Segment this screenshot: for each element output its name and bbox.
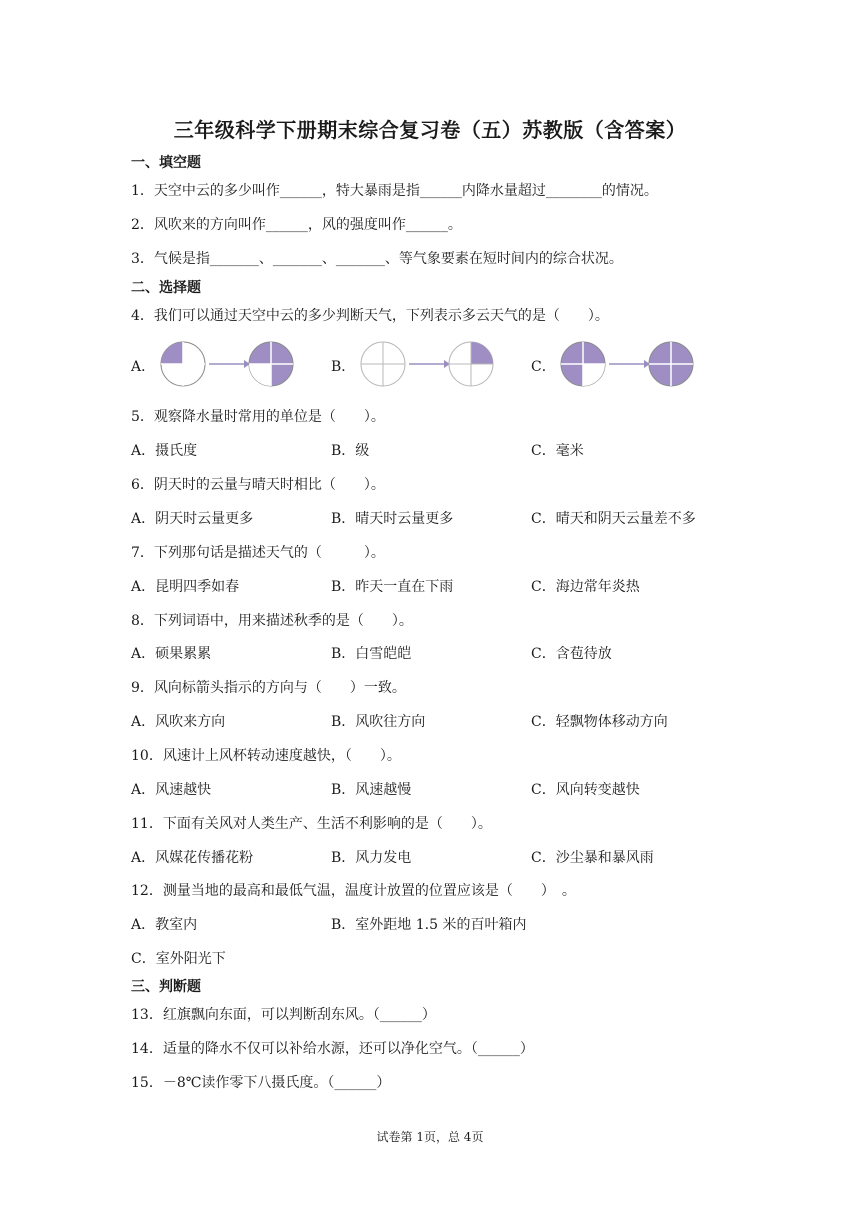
question-1: 1．天空中云的多少叫作______，特大暴雨是指______内降水量超过________的情况。 [131, 183, 658, 199]
question-8: 8．下列词语中，用来描述秋季的是（ ）。 [131, 613, 413, 629]
option-a-cloud-diagram [160, 340, 295, 388]
question-13: 13．红旗飘向东面，可以判断刮东风。（______） [131, 1007, 436, 1023]
question-3: 3．气候是指_______、_______、_______、等气象要素在短时间内的综合状况。 [131, 251, 623, 267]
question-15: 15．－8℃读作零下八摄氏度。（______） [131, 1075, 391, 1091]
section-choice: 二、选择题 [131, 280, 201, 296]
q11-option-c: C．沙尘暴和暴风雨 [531, 850, 654, 866]
q11-option-b: B．风力发电 [331, 850, 412, 866]
q10-option-b: B．风速越慢 [331, 782, 412, 798]
q8-option-b: B．白雪皑皑 [331, 646, 412, 662]
q12-option-b: B．室外距地 1.5 米的百叶箱内 [331, 917, 527, 933]
option-b-label: B． [331, 359, 356, 375]
section-fill-in: 一、填空题 [131, 155, 201, 171]
q6-option-a: A．阴天时云量更多 [131, 511, 254, 527]
page-footer: 试卷第 1页，总 4页 [376, 1130, 484, 1144]
option-b-cloud-diagram [360, 340, 495, 388]
q8-option-a: A．硕果累累 [131, 646, 212, 662]
question-6: 6．阴天时的云量与晴天时相比（ ）。 [131, 477, 385, 493]
question-5: 5．观察降水量时常用的单位是（ ）。 [131, 409, 385, 425]
q7-option-b: B．昨天一直在下雨 [331, 579, 454, 595]
question-4: 4．我们可以通过天空中云的多少判断天气，下列表示多云天气的是（ ）。 [131, 308, 609, 324]
q6-option-c: C．晴天和阴天云量差不多 [531, 511, 696, 527]
question-12: 12．测量当地的最高和最低气温，温度计放置的位置应该是（ ） 。 [131, 883, 576, 899]
q10-option-c: C．风向转变越快 [531, 782, 640, 798]
option-c-label: C． [531, 359, 556, 375]
q5-option-c: C．毫米 [531, 443, 584, 459]
question-11: 11．下面有关风对人类生产、生活不利影响的是（ ）。 [131, 816, 492, 832]
q9-option-b: B．风吹往方向 [331, 714, 426, 730]
question-14: 14．适量的降水不仅可以补给水源，还可以净化空气。（______） [131, 1041, 534, 1057]
q10-option-a: A．风速越快 [131, 782, 212, 798]
q11-option-a: A．风媒花传播花粉 [131, 850, 254, 866]
q12-option-c: C．室外阳光下 [131, 951, 226, 967]
q5-option-b: B．级 [331, 443, 370, 459]
question-9: 9．风向标箭头指示的方向与（ ）一致。 [131, 680, 406, 696]
q7-option-c: C．海边常年炎热 [531, 579, 640, 595]
q12-option-a: A．教室内 [131, 917, 198, 933]
q5-option-a: A．摄氏度 [131, 443, 198, 459]
q6-option-b: B．晴天时云量更多 [331, 511, 454, 527]
option-a-label: A． [131, 359, 156, 375]
q8-option-c: C．含苞待放 [531, 646, 612, 662]
q7-option-a: A．昆明四季如春 [131, 579, 240, 595]
question-2: 2．风吹来的方向叫作______，风的强度叫作______。 [131, 217, 462, 233]
page-title: 三年级科学下册期末综合复习卷（五）苏教版（含答案） [173, 118, 687, 142]
q9-option-c: C．轻飘物体移动方向 [531, 714, 668, 730]
q9-option-a: A．风吹来方向 [131, 714, 226, 730]
section-judge: 三、判断题 [131, 979, 201, 995]
option-c-cloud-diagram [560, 340, 695, 388]
question-10: 10．风速计上风杯转动速度越快，（ ）。 [131, 748, 401, 764]
question-7: 7．下列那句话是描述天气的（ ）。 [131, 545, 385, 561]
